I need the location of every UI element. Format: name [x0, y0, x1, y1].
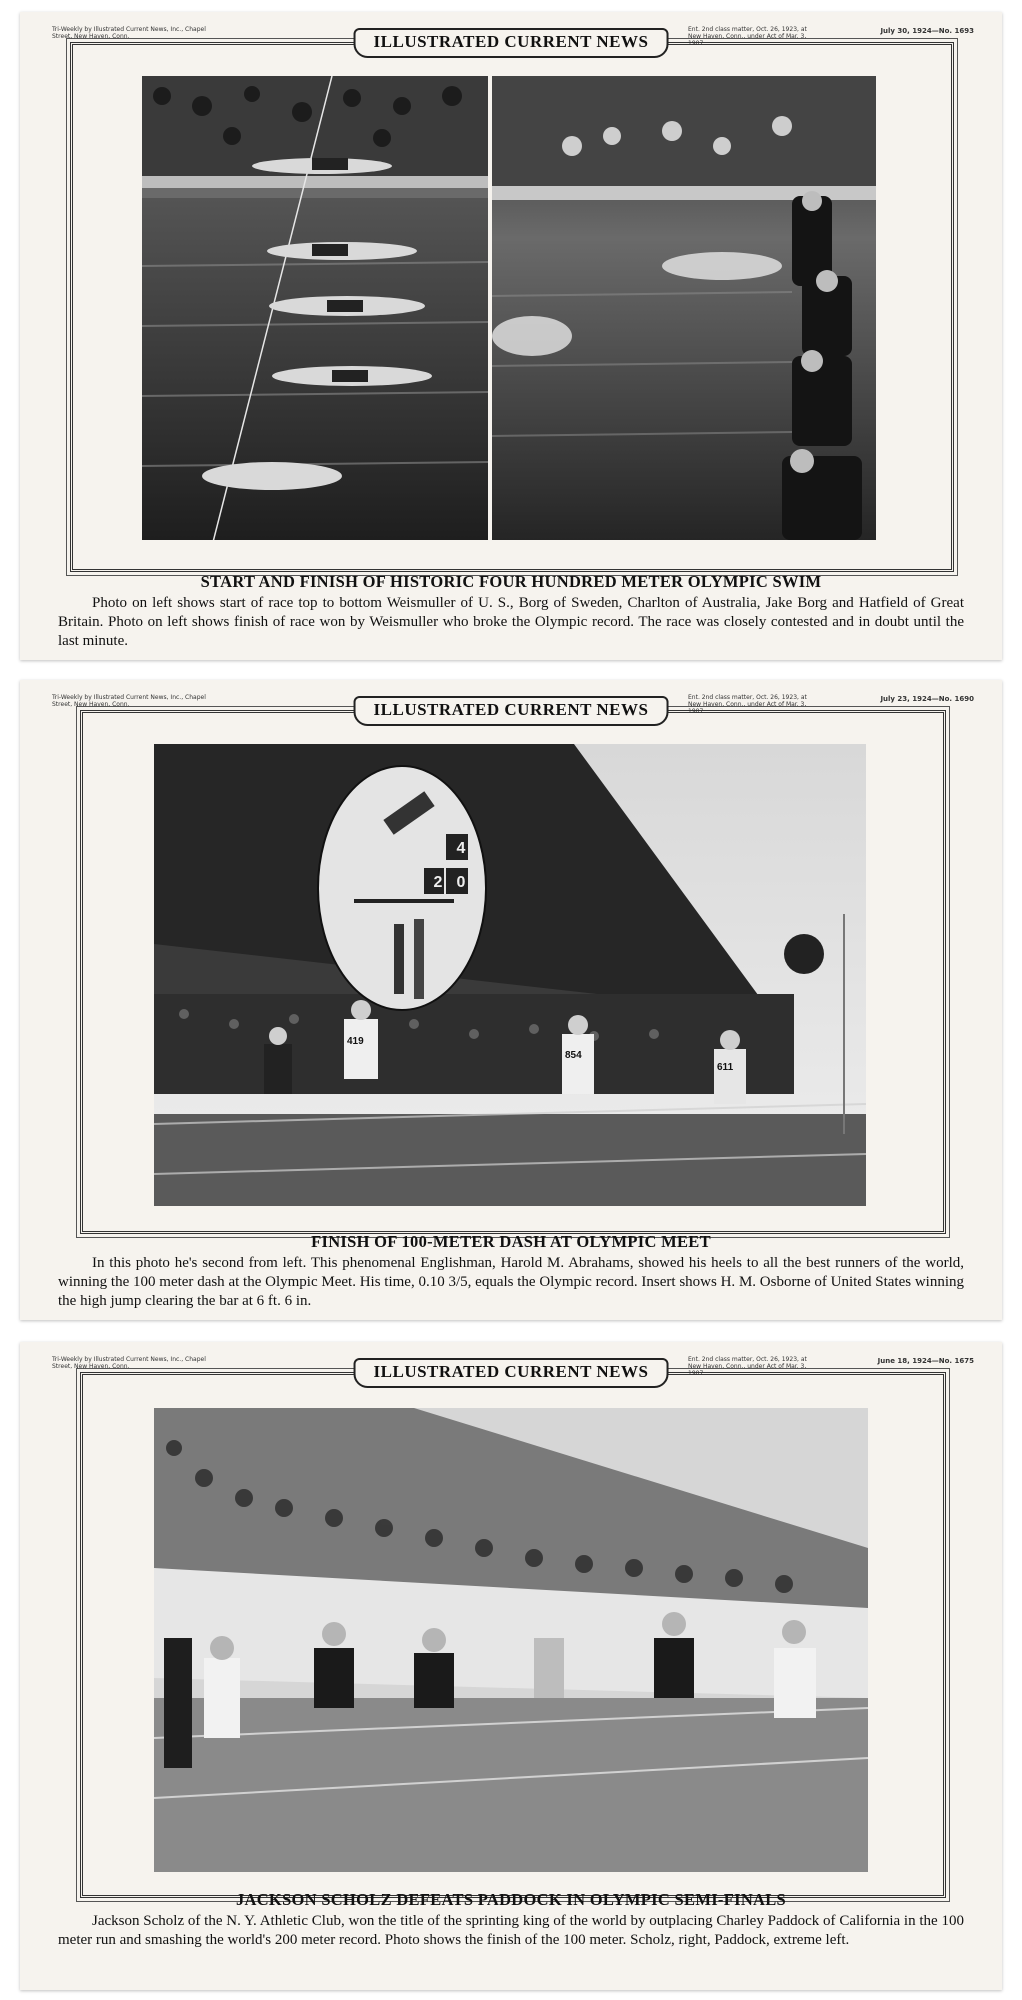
issue-date: June 18, 1924—No. 1675: [877, 1357, 974, 1365]
insert-sign-0: 0: [456, 874, 466, 891]
runner-bib: 854: [565, 1050, 582, 1061]
publisher-note: Tri-Weekly by Illustrated Current News, Inc., Chapel Street, New Haven, Conn.: [52, 1356, 206, 1370]
photo-swim-finish: [492, 76, 876, 540]
headline: FINISH OF 100-METER DASH AT OLYMPIC MEET: [311, 1232, 711, 1251]
insert-sign-4: 4: [456, 840, 466, 857]
poster-sheet-dash: [20, 680, 1002, 1320]
masthead: ILLUSTRATED CURRENT NEWS: [354, 696, 669, 726]
headline: START AND FINISH OF HISTORIC FOUR HUNDRED METER OLYMPIC SWIM: [200, 572, 822, 591]
mail-entry-note: Ent. 2nd class matter, Oct. 26, 1923, at New Haven, Conn., under Act of Mar. 3, 1907.: [688, 694, 807, 715]
caption: In this photo he's second from left. This phenomenal Englishman, Harold M. Abrahams, showed his heels to all the best runners of the world, winning the 100 meter dash at the Olympic Meet. His time, 0.10 3/5, equals the Olympic record. Insert shows H. M. Osborne of United States winning the high jump clearing the bar at 6 ft. 6 in.: [58, 1255, 964, 1309]
photo-semifinal-finish: [154, 1408, 868, 1872]
mail-entry-note: Ent. 2nd class matter, Oct. 26, 1923, at New Haven, Conn., under Act of Mar. 3, 1907.: [688, 1356, 807, 1377]
publisher-note: Tri-Weekly by Illustrated Current News, Inc., Chapel Street, New Haven, Conn.: [52, 694, 206, 708]
headline: JACKSON SCHOLZ DEFEATS PADDOCK IN OLYMPIC SEMI-FINALS: [235, 1890, 787, 1909]
photo-100m-finish: [154, 744, 866, 1206]
caption: Photo on left shows start of race top to bottom Weismuller of U. S., Borg of Sweden, Charlton of Australia, Jake Borg and Hatfield of Great Britain. Photo on left shows finish of race won by Weismuller who broke the Olympic record. The race was closely contested and in doubt until the last minute.: [58, 595, 964, 649]
runner-bib: 611: [717, 1062, 734, 1073]
caption: Jackson Scholz of the N. Y. Athletic Club, won the title of the sprinting king of the world by outplacing Charley Paddock of California in the 100 meter run and smashing the world's 200 meter record. Photo shows the finish of the 100 meter. Scholz, right, Paddock, extreme left.: [58, 1913, 964, 1948]
poster-sheet-semifinal: [20, 1342, 1002, 1990]
issue-date: July 23, 1924—No. 1690: [880, 695, 974, 703]
masthead: ILLUSTRATED CURRENT NEWS: [354, 28, 669, 58]
mail-entry-note: Ent. 2nd class matter, Oct. 26, 1923, at New Haven, Conn., under Act of Mar. 3, 1907.: [688, 26, 807, 47]
masthead: ILLUSTRATED CURRENT NEWS: [354, 1358, 669, 1388]
runner-bib: 419: [347, 1036, 364, 1047]
issue-date: July 30, 1924—No. 1693: [880, 27, 974, 35]
poster-sheet-swim: [20, 12, 1002, 660]
publisher-note: Tri-Weekly by Illustrated Current News, Inc., Chapel Street, New Haven, Conn.: [52, 26, 206, 40]
insert-sign-2: 2: [433, 874, 443, 891]
photo-swim-start: [142, 76, 488, 540]
